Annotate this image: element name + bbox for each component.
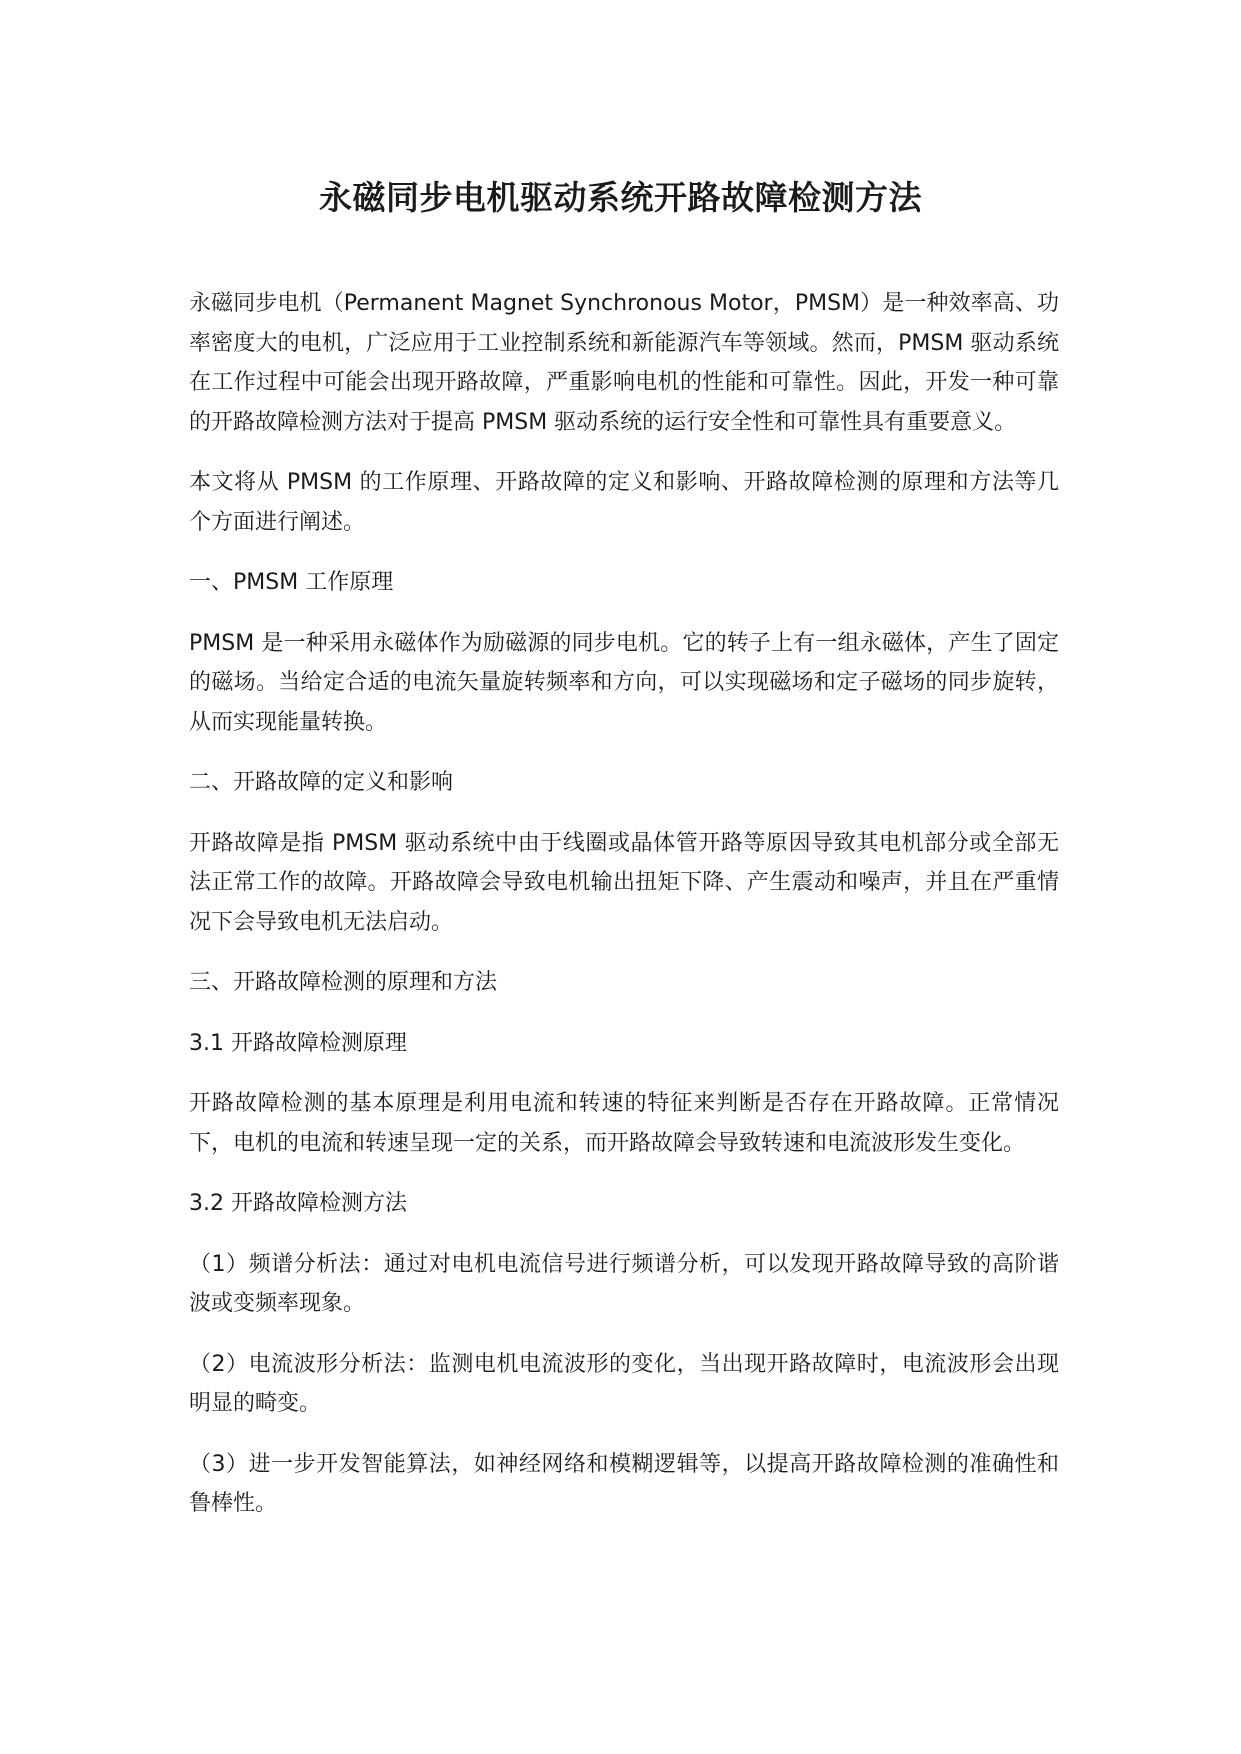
subsection-3-1-paragraph: 开路故障检测的基本原理是利用电流和转速的特征来判断是否存在开路故障。正常情况下，电机的电流和转速呈现一定的关系，而开路故障会导致转速和电流波形发生变化。: [189, 1091, 1059, 1156]
document-body: [189, 284, 1059, 1545]
section-heading-3: 三、开路故障检测的原理和方法: [189, 970, 498, 995]
method-item-2: （2）电流波形分析法：监测电机电流波形的变化，当出现开路故障时，电流波形会出现明显的畸变。: [189, 1351, 1059, 1416]
section-heading-2: 二、开路故障的定义和影响: [189, 770, 454, 795]
subsection-heading-3-1: 3.1 开路故障检测原理: [189, 1030, 407, 1056]
overview-paragraph: 本文将从 PMSM 的工作原理、开路故障的定义和影响、开路故障检测的原理和方法等几个方面进行阐述。: [189, 470, 1059, 535]
section-heading-1: 一、PMSM 工作原理: [189, 570, 394, 595]
section-2-paragraph: 开路故障是指 PMSM 驱动系统中由于线圈或晶体管开路等原因导致其电机部分或全部无法正常工作的故障。开路故障会导致电机输出扭矩下降、产生震动和噪声，并且在严重情况下会导致电机无法启动。: [189, 830, 1059, 935]
subsection-heading-3-2: 3.2 开路故障检测方法: [189, 1191, 407, 1216]
intro-paragraph: 永磁同步电机（Permanent Magnet Synchronous Motor，PMSM）是一种效率高、功率密度大的电机，广泛应用于工业控制系统和新能源汽车等领域。然而，PMSM 驱动系统在工作过程中可能会出现开路故障，严重影响电机的性能和可靠性。因此，开发一种可靠的开路故障检测方法对于提高 PMSM 驱动系统的运行安全性和可靠性具有重要意义。: [189, 291, 1059, 435]
section-1-paragraph: PMSM 是一种采用永磁体作为励磁源的同步电机。它的转子上有一组永磁体，产生了固定的磁场。当给定合适的电流矢量旋转频率和方向，可以实现磁场和定子磁场的同步旋转，从而实现能量转换。: [189, 630, 1059, 735]
document-title: 永磁同步电机驱动系统开路故障检测方法: [319, 178, 922, 217]
method-item-3: （3）进一步开发智能算法，如神经网络和模糊逻辑等，以提高开路故障检测的准确性和鲁棒性。: [189, 1451, 1059, 1516]
method-item-1: （1）频谱分析法：通过对电机电流信号进行频谱分析，可以发现开路故障导致的高阶谐波或变频率现象。: [189, 1251, 1059, 1316]
